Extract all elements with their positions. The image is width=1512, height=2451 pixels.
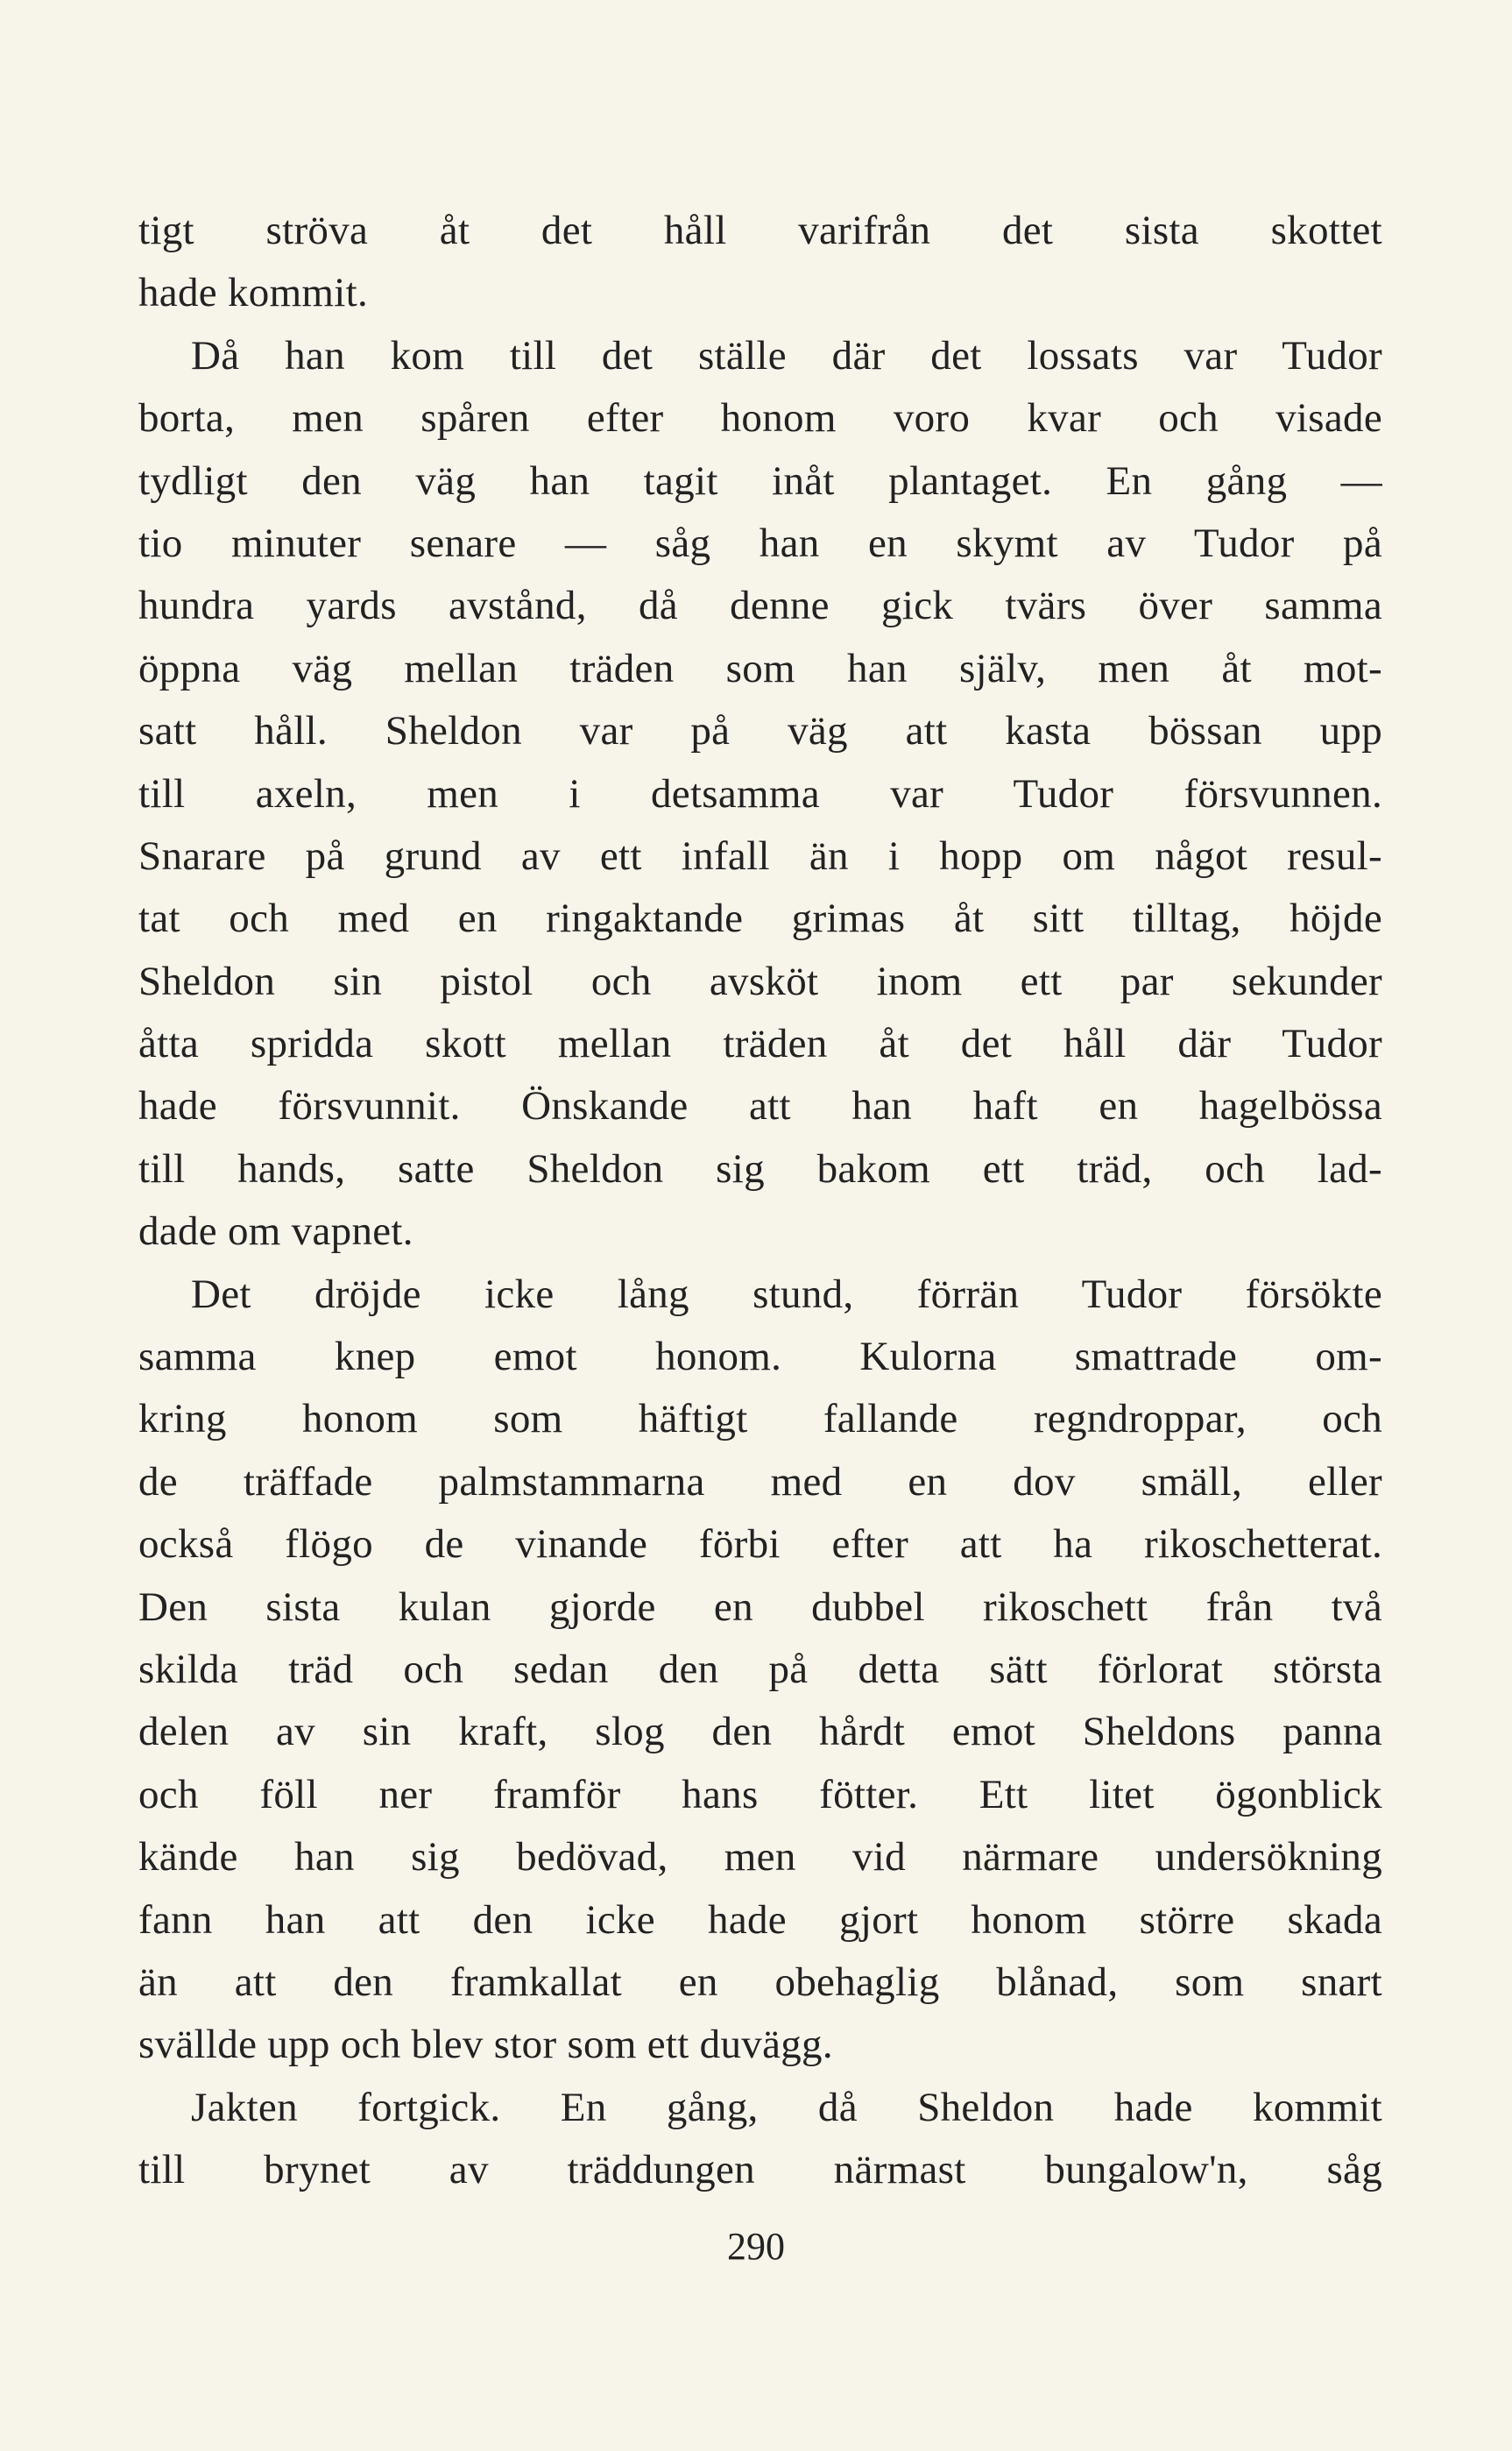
text-line: delen av sin kraft, slog den hårdt emot Sheldons panna xyxy=(138,1709,1382,1755)
text-line: Sheldon sin pistol och avsköt inom ett par sekunder xyxy=(138,958,1382,1004)
text-line: hade kommit. xyxy=(138,270,369,316)
text-line: de träffade palmstammarna med en dov smäll, eller xyxy=(138,1458,1382,1505)
text-line: svällde upp och blev stor som ett duvägg. xyxy=(138,2022,833,2068)
text-line: åtta spridda skott mellan träden åt det håll där Tudor xyxy=(138,1021,1382,1067)
text-line: öppna väg mellan träden som han själv, men åt mot- xyxy=(138,645,1382,691)
text-line: hundra yards avstånd, då denne gick tvärs över samma xyxy=(138,583,1382,629)
text-line: också flögo de vinande förbi efter att ha rikoschetterat. xyxy=(138,1521,1382,1568)
text-line: kände han sig bedövad, men vid närmare undersökning xyxy=(138,1834,1382,1881)
body-text xyxy=(138,200,1382,2202)
text-line: skilda träd och sedan den på detta sätt förlorat största xyxy=(138,1646,1382,1692)
page-number: 290 xyxy=(727,2225,785,2268)
text-line: dade om vapnet. xyxy=(138,1208,413,1255)
text-line: till hands, satte Sheldon sig bakom ett träd, och lad- xyxy=(138,1145,1382,1192)
text-line: Jakten fortgick. En gång, då Sheldon hade kommit xyxy=(191,2084,1382,2130)
text-line: Den sista kulan gjorde en dubbel rikoschett från två xyxy=(138,1583,1382,1630)
text-line: tydligt den väg han tagit inåt plantaget. En gång — xyxy=(138,457,1382,504)
text-line: tat och med en ringaktande grimas åt sitt tilltag, höjde xyxy=(138,896,1382,942)
text-line: tigt ströva åt det håll varifrån det sista skottet xyxy=(138,208,1382,253)
text-line: borta, men spåren efter honom voro kvar och visade xyxy=(138,395,1382,442)
text-line: kring honom som häftigt fallande regndroppar, och xyxy=(138,1396,1382,1442)
text-line: Snarare på grund av ett infall än i hopp om något resul- xyxy=(138,832,1382,879)
text-line: och föll ner framför hans fötter. Ett litet ögonblick xyxy=(138,1771,1382,1817)
text-line: till axeln, men i detsamma var Tudor försvunnen. xyxy=(138,770,1382,817)
text-line: hade försvunnit. Önskande att han haft en hagelbössa xyxy=(138,1083,1382,1130)
text-line: fann han att den icke hade gjort honom större skada xyxy=(138,1896,1382,1943)
text-line: än att den framkallat en obehaglig blånad, som snart xyxy=(138,1959,1382,2005)
text-line: samma knep emot honom. Kulorna smattrade om- xyxy=(138,1334,1382,1380)
text-line: Då han kom till det ställe där det lossats var Tudor xyxy=(191,332,1382,379)
text-line: satt håll. Sheldon var på väg att kasta bössan upp xyxy=(138,708,1382,754)
text-line: tio minuter senare — såg han en skymt av Tudor på xyxy=(138,520,1382,566)
text-line: Det dröjde icke lång stund, förrän Tudor försökte xyxy=(191,1271,1382,1317)
text-line: till brynet av träddungen närmast bungalow'n, såg xyxy=(138,2147,1382,2193)
